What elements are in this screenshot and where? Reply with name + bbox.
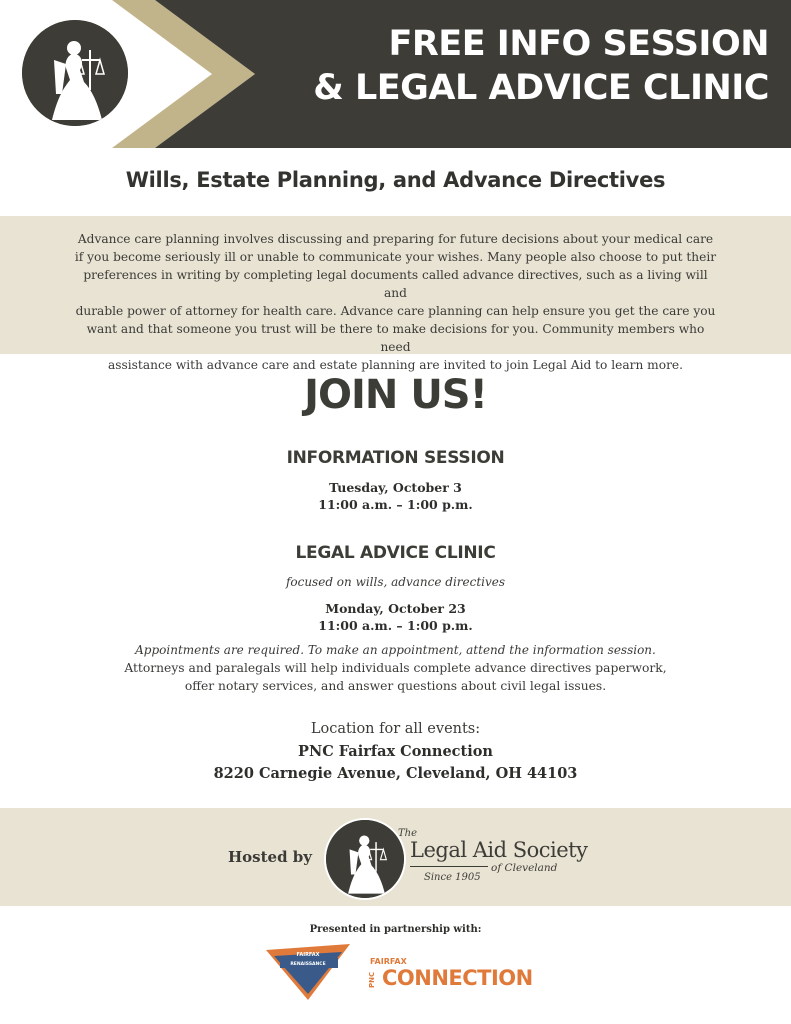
clinic-time: 11:00 a.m. – 1:00 p.m. [318, 618, 473, 633]
intro-line: durable power of attorney for health care. Advance care planning can help ensure you get the care you [75, 304, 716, 318]
clinic-title: LEGAL ADVICE CLINIC [295, 543, 496, 563]
intro-line: Advance care planning involves discussing and preparing for future decisions about your medical care [77, 232, 714, 246]
join-heading: JOIN US! [304, 372, 487, 418]
info-session-time: 11:00 a.m. – 1:00 p.m. [318, 497, 473, 512]
fairfax-renaissance-logo [266, 944, 350, 1004]
header-banner [0, 0, 791, 148]
intro-line: assistance with advance care and estate planning are invited to join Legal Aid to learn more. [108, 358, 683, 372]
location-address: 8220 Carnegie Avenue, Cleveland, OH 44103 [213, 765, 578, 782]
intro-line: preferences in writing by completing legal documents called advance directives, such as a living will and [83, 268, 708, 300]
subtitle: Wills, Estate Planning, and Advance Directives [125, 168, 666, 192]
page-title [289, 22, 769, 110]
clinic-details-2: offer notary services, and answer questions about civil legal issues. [184, 679, 607, 693]
logo-of: of Cleveland [491, 862, 558, 874]
fairfax-connection-big: CONNECTION [382, 966, 533, 990]
logo-the: The [398, 828, 418, 839]
partners-label: Presented in partnership with: [309, 924, 482, 935]
hosted-by-label: Hosted by [228, 848, 313, 866]
clinic-focus: focused on wills, advance directives [285, 575, 506, 589]
fairfax-connection-pnc: PNC [368, 971, 376, 988]
appointment-note: Appointments are required. To make an appointment, attend the information session. [135, 643, 656, 657]
logo-since: Since 1905 [424, 872, 481, 883]
fairfax-connection-small: FAIRFAX [370, 957, 407, 966]
fairfax-renaissance-bottom: RENAISSANCE [290, 962, 326, 967]
location-venue: PNC Fairfax Connection [298, 743, 493, 760]
fairfax-renaissance-top: FAIRFAX [296, 952, 320, 958]
intro-line: want and that someone you trust will be there to make decisions for you. Community members who need [86, 322, 705, 354]
clinic-details-1: Attorneys and paralegals will help individuals complete advance directives paperwork, [124, 661, 667, 675]
intro-line: if you become seriously ill or unable to communicate your wishes. Many people also choose to put their [74, 250, 717, 264]
lady-justice-icon [324, 818, 406, 900]
intro-paragraph [70, 230, 721, 374]
title-line-2: & LEGAL ADVICE CLINIC [313, 68, 769, 108]
info-session-date: Tuesday, October 3 [329, 480, 462, 495]
logo-name: Legal Aid Society [410, 838, 588, 862]
logo-rule [410, 866, 488, 867]
info-session-title: INFORMATION SESSION [286, 448, 505, 468]
lady-justice-icon [22, 20, 128, 126]
location-label: Location for all events: [310, 721, 481, 737]
title-line-1: FREE INFO SESSION [388, 24, 769, 64]
clinic-date: Monday, October 23 [325, 601, 466, 616]
